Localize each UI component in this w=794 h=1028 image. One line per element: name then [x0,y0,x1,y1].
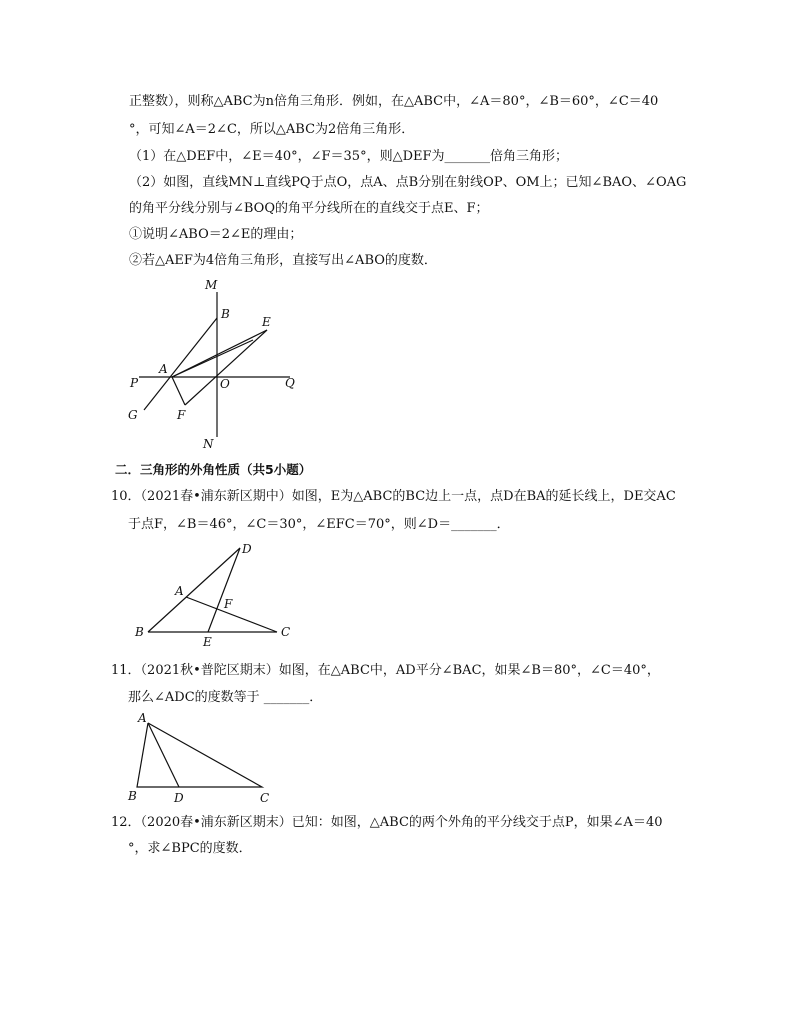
label-D: D [242,542,252,556]
label-F: F [224,597,233,611]
text-line: ②若△AEF为4倍角三角形，直接写出∠ABO的度数． [129,253,437,268]
question-12-line: °，求∠BPC的度数． [128,841,252,856]
label-B: B [221,307,230,321]
label-B: B [128,789,137,803]
label-G: G [128,408,138,422]
text-line: °，可知∠A＝2∠C，所以△ABC为2倍角三角形． [129,122,415,137]
question-12-line: 12．（2020春•浦东新区期末）已知：如图，△ABC的两个外角的平分线交于点P，如果∠A＝40 [111,815,663,830]
text-line: （2）如图，直线MN⊥直线PQ于点O，点A、点B分别在射线OP、OM上；已知∠BAO、∠OAG [129,175,687,190]
label-A: A [175,584,184,598]
label-B: B [135,625,144,639]
label-A: A [138,711,147,725]
label-E: E [262,315,271,329]
question-11-line: 那么∠ADC的度数等于 _______． [128,690,323,705]
text-line: 的角平分线分别与∠BOQ的角平分线所在的直线交于点E、F； [129,201,489,216]
label-E: E [203,635,212,649]
triangle-ABC [137,723,262,787]
text-line: （1）在△DEF中，∠E＝40°，∠F＝35°，则△DEF为_______倍角三角形； [129,149,569,164]
question-10-line: 于点F，∠B＝46°，∠C＝30°，∠EFC＝70°，则∠D＝_______． [128,517,510,532]
section-heading: 二．三角形的外角性质（共5小题） [115,462,312,477]
line-AD [148,723,179,787]
label-C: C [260,791,270,805]
label-D: D [174,791,184,805]
label-F: F [177,408,186,422]
text-line: ①说明∠ABO＝2∠E的理由； [129,227,303,242]
label-A: A [159,362,168,376]
label-Q: Q [285,376,295,390]
question-11-line: 11．（2021秋•普陀区期末）如图，在△ABC中，AD平分∠BAC，如果∠B＝80°，∠C＝40°， [111,663,660,678]
label-N: N [203,437,214,451]
label-O: O [220,377,230,391]
question-10-line: 10．（2021春•浦东新区期中）如图，E为△ABC的BC边上一点，点D在BA的延长线上，DE交AC [111,489,676,504]
label-M: M [205,278,218,292]
label-P: P [130,376,139,390]
label-C: C [281,625,291,639]
text-line: 正整数），则称△ABC为n倍角三角形．例如，在△ABC中，∠A＝80°，∠B＝60°，∠C＝40 [129,94,659,109]
